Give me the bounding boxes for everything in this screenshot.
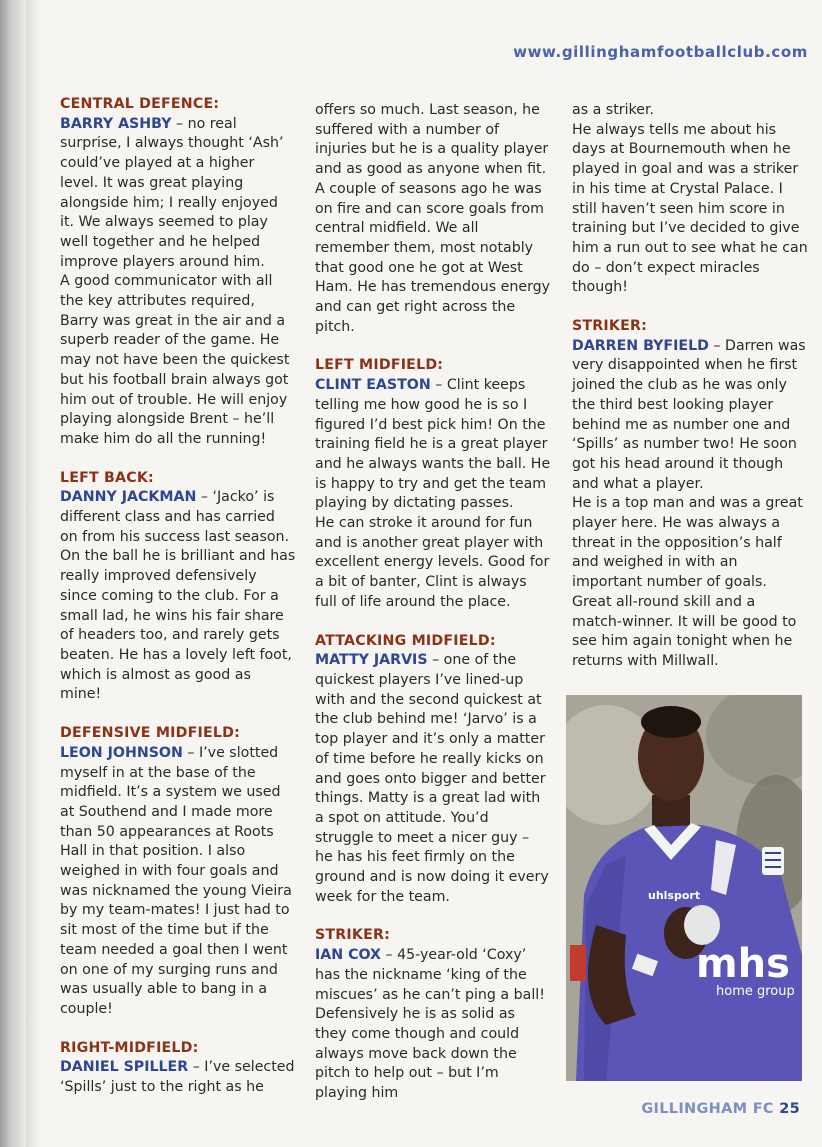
paragraph-text: – no real surprise, I always thought ‘Ash’ could’ve played at a higher level. It was great playing alongside him; I really enjoyed it. We always seemed to play well together and he helped improve players around him.: [60, 115, 284, 270]
profile-section: [315, 632, 551, 908]
position-heading: DEFENSIVE MIDFIELD:: [60, 725, 240, 742]
profile-section: [60, 469, 296, 705]
profile-section: [60, 724, 296, 1020]
column-1: [60, 95, 296, 1117]
profile-paragraph: [60, 1058, 296, 1097]
paragraph-text: He always tells me about his days at Bournemouth when he played in goal and was a striker in his time at Crystal Palace. I still haven’t seen him score in training but I’ve decided to give him a run out to see what he can do – don’t expect miracles though!: [572, 121, 808, 296]
paragraph-text: – ‘Jacko’ is different class and has carried on from his success last season. On the ball he is brilliant and has really improved defensively since coming to the club. For a small lad, he wins his fair share of headers too, and rarely gets beaten. He has a lovely left foot, which is almost as good as mine!: [60, 489, 296, 703]
profile-section: [572, 317, 808, 672]
position-heading: STRIKER:: [315, 927, 390, 944]
paragraph-text: – 45-year-old ‘Coxy’ has the nickname ‘king of the miscues’ as he can’t ping a ball! Defensively he is as solid as they come though and could always move back down the pitch to help out – but I’m playing him: [315, 947, 545, 1102]
profile-paragraph: [315, 101, 551, 337]
page-number: 25: [779, 1101, 800, 1117]
paragraph-text: – one of the quickest players I’ve lined-up with and the second quickest at the club behind me! ‘Jarvo’ is a top player and it’s only a matter of time before he really kicks on and goes onto bigger and better things. Matty is a great lad with a spot on attitude. You’d struggle to meet a nicer guy – he has his feet firmly on the ground and is now doing it every week for the team.: [315, 652, 549, 905]
profile-paragraph: [572, 121, 808, 298]
player-name: DARREN BYFIELD: [572, 337, 709, 354]
paragraph-text: offers so much. Last season, he suffered with a number of injuries but he is a quality player and as good as anyone when fit. A couple of seasons ago he was on fire and can score goals from central midfield. We all remember them, most notably that good one he got at West Ham. He has tremendous energy and can get right across the pitch.: [315, 102, 551, 335]
player-name: IAN COX: [315, 947, 381, 964]
profile-paragraph: [60, 272, 296, 449]
profile-section: [315, 926, 551, 1103]
paragraph-text: – I’ve selected ‘Spills’ just to the right as he: [60, 1059, 295, 1096]
player-name: BARRY ASHBY: [60, 115, 172, 132]
column-2: [315, 101, 551, 1123]
profile-paragraph: [572, 101, 808, 121]
profile-section: [315, 101, 551, 337]
player-photo-illustration: [566, 695, 802, 1081]
paragraph-text: A good communicator with all the key attributes required, Barry was great in the air and a superb reader of the game. He may not have been the quickest but his football brain always got him out of trouble. He will enjoy playing alongside Brent – he’ll make him do all the running!: [60, 273, 290, 447]
profile-paragraph: [315, 946, 551, 1104]
profile-section: [315, 356, 551, 612]
player-photo: [566, 695, 802, 1081]
position-heading: RIGHT-MIDFIELD:: [60, 1039, 199, 1056]
profile-section: [60, 95, 296, 450]
kit-brand: uhlsport: [648, 889, 701, 902]
shirt-sponsor-sub: home group: [716, 984, 795, 999]
player-name: DANNY JACKMAN: [60, 489, 197, 506]
profile-paragraph: [60, 744, 296, 1020]
player-name: LEON JOHNSON: [60, 744, 183, 761]
position-heading: LEFT BACK:: [60, 469, 154, 486]
paragraph-text: He can stroke it around for fun and is another great player with excellent energy levels. Good for a bit of banter, Clint is always full of life around the place.: [315, 515, 550, 610]
position-heading: ATTACKING MIDFIELD:: [315, 632, 496, 649]
profile-section: [60, 1039, 296, 1098]
profile-paragraph: [315, 514, 551, 613]
paragraph-text: – Clint keeps telling me how good he is so I figured I’d best pick him! On the training field he is a great player and he always wants the ball. He is happy to try and get the team playing by dictating passes.: [315, 377, 551, 512]
page-footer: [641, 1101, 800, 1117]
shirt-sponsor: mhs: [696, 941, 790, 987]
footer-club: GILLINGHAM FC: [641, 1101, 774, 1117]
player-name: MATTY JARVIS: [315, 652, 428, 669]
profile-paragraph: [315, 376, 551, 514]
page-gutter: [0, 0, 26, 1147]
column-3: [572, 101, 808, 691]
profile-paragraph: [572, 494, 808, 671]
gutter-shadow: [26, 0, 40, 1147]
position-heading: LEFT MIDFIELD:: [315, 357, 444, 374]
profile-paragraph: [572, 337, 808, 495]
position-heading: CENTRAL DEFENCE:: [60, 96, 220, 112]
player-name: CLINT EASTON: [315, 377, 431, 394]
position-heading: STRIKER:: [572, 318, 647, 335]
paragraph-text: He is a top man and was a great player here. He was always a threat in the opposition’s half and weighed in with an important number of goals. Great all-round skill and a match-winner. It will be good to see him again tonight when he returns with Millwall.: [572, 495, 803, 669]
paragraph-text: – Darren was very disappointed when he first joined the club as he was only the third best looking player behind me as number one and ‘Spills’ as number two! He soon got his head around it though and what a player.: [572, 337, 806, 492]
profile-paragraph: [60, 115, 296, 273]
paragraph-text: as a striker.: [572, 102, 655, 118]
site-url[interactable]: www.gillinghamfootballclub.com: [513, 43, 808, 61]
paragraph-text: – I’ve slotted myself in at the base of the midfield. It’s a system we used at Southend and I made more than 50 appearances at Roots Hall in that position. I also weighed in with four goals and was nicknamed the young Vieira by my team-mates! I just had to sit most of the time but if the team needed a goal then I went on one of my surging runs and was usually able to bang in a couple!: [60, 744, 292, 1017]
profile-paragraph: [315, 651, 551, 907]
profile-section: [572, 101, 808, 298]
profile-paragraph: [60, 488, 296, 705]
player-name: DANIEL SPILLER: [60, 1059, 189, 1076]
